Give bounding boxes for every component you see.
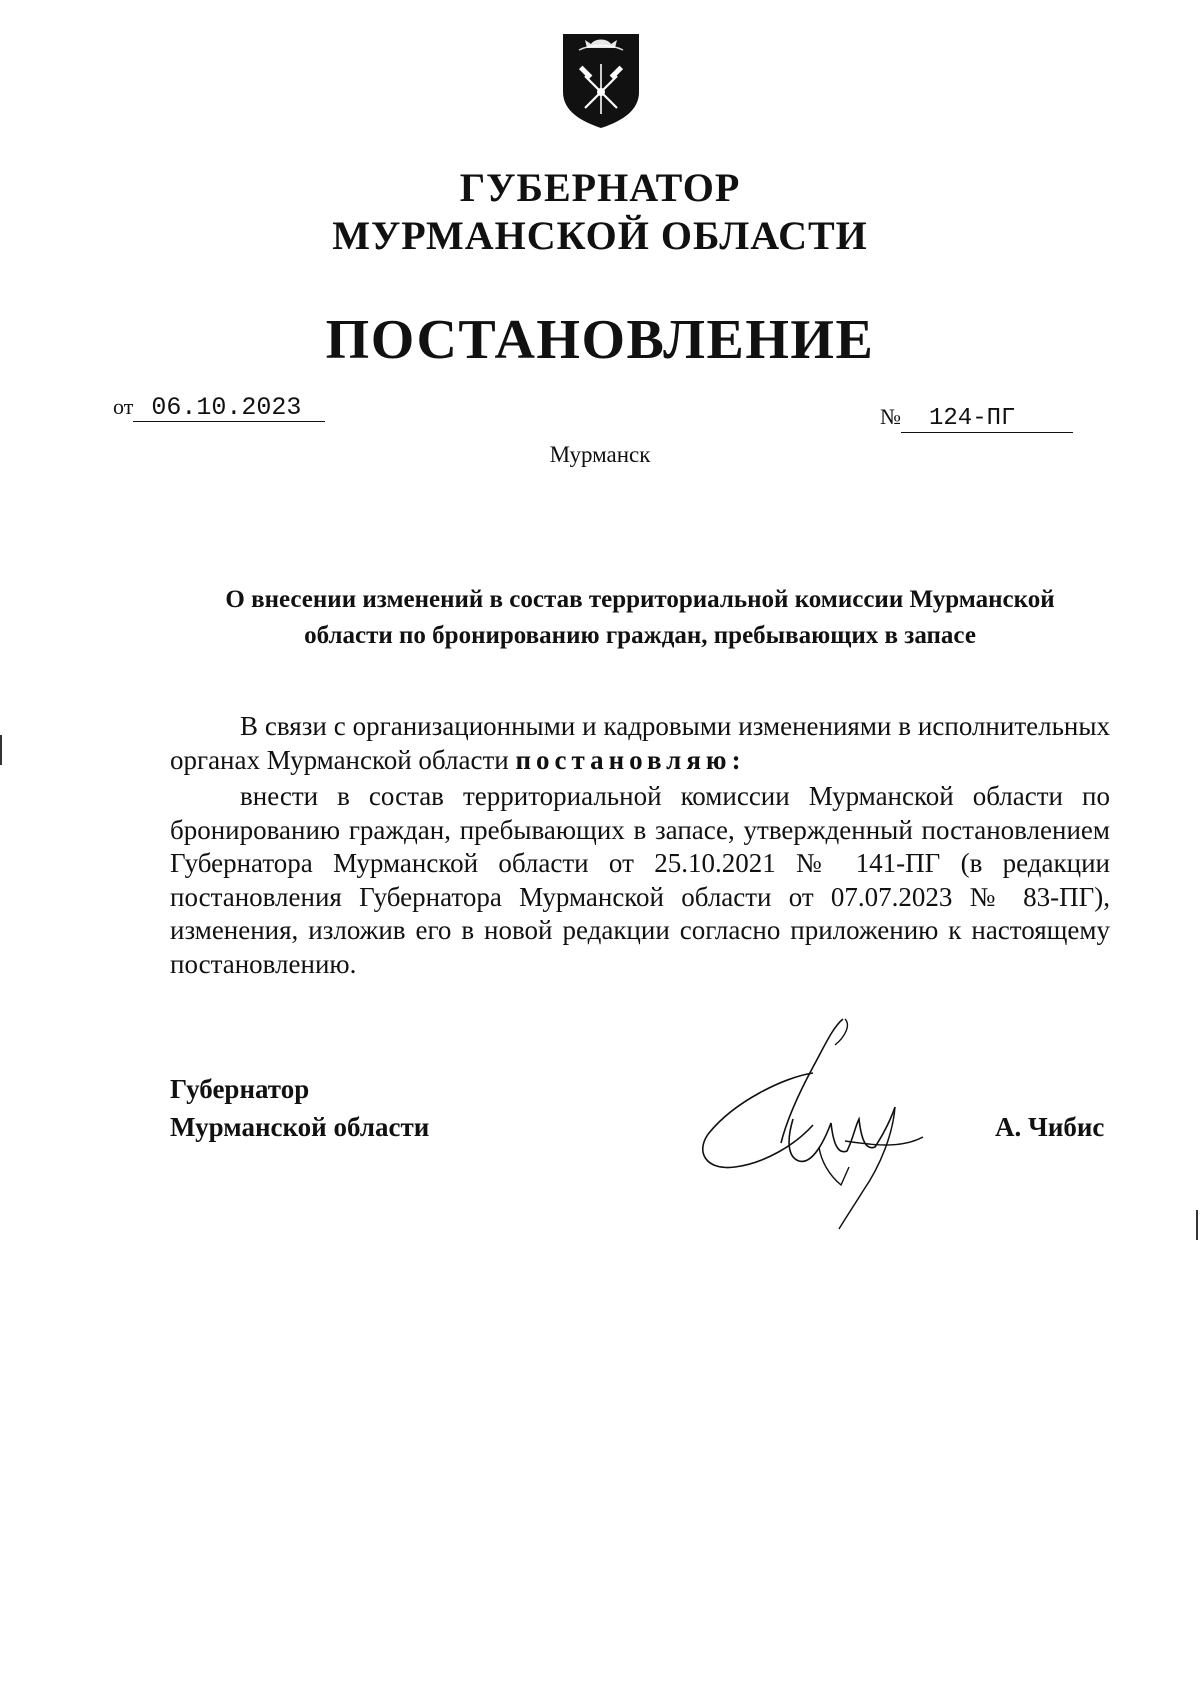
subject-line: области по бронированию граждан, пребывающих в запасе xyxy=(304,622,976,649)
number-prefix: № xyxy=(880,404,901,429)
signer-name: А. Чибис xyxy=(995,1112,1105,1142)
document-number: 124-ПГ xyxy=(901,406,1073,433)
scan-mark-right xyxy=(1196,1210,1198,1240)
authority-region: МУРМАНСКОЙ ОБЛАСТИ xyxy=(332,213,868,258)
murmansk-oblast-coat-of-arms-icon xyxy=(557,30,645,130)
scan-mark-left xyxy=(0,735,2,765)
document-date: 06.10.2023 xyxy=(133,395,325,422)
preamble-text: В связи с организационными и кадровыми изменениями в исполнительных органах Мурманской области xyxy=(170,711,1110,775)
signer-position-line: Мурманской области xyxy=(170,1112,430,1142)
body-paragraph-resolution xyxy=(170,780,1110,981)
body-paragraph-preamble xyxy=(170,710,1110,777)
resolution-keyword: постановляю xyxy=(515,744,732,775)
resolution-colon: : xyxy=(731,744,741,775)
handwritten-signature-icon xyxy=(695,1015,930,1230)
authority-title: ГУБЕРНАТОР xyxy=(459,165,741,210)
document-number-field xyxy=(880,402,1073,433)
resolution-text: внести в состав территориальной комиссии Мурманской области по бронированию граждан, пребывающих в запасе, утвержденный постановлением Губернатора Мурманской области от 25.10.2021 № 141-ПГ (в редакции постановления Губернатора Мурманской области от 07.07.2023 № 83-ПГ), изменения, изложив его в новой редакции согласно приложению к настоящему постановлению. xyxy=(170,781,1110,979)
date-prefix: от xyxy=(113,394,134,419)
document-date-field xyxy=(113,392,325,422)
document-type: ПОСТАНОВЛЕНИЕ xyxy=(325,309,875,371)
signer-position-line: Губернатор xyxy=(170,1074,310,1104)
document-city: Мурманск xyxy=(549,442,651,467)
signer-position xyxy=(170,1070,429,1146)
subject-line: О внесении изменений в состав территориальной комиссии Мурманской xyxy=(225,586,1055,613)
document-subject xyxy=(165,582,1115,654)
